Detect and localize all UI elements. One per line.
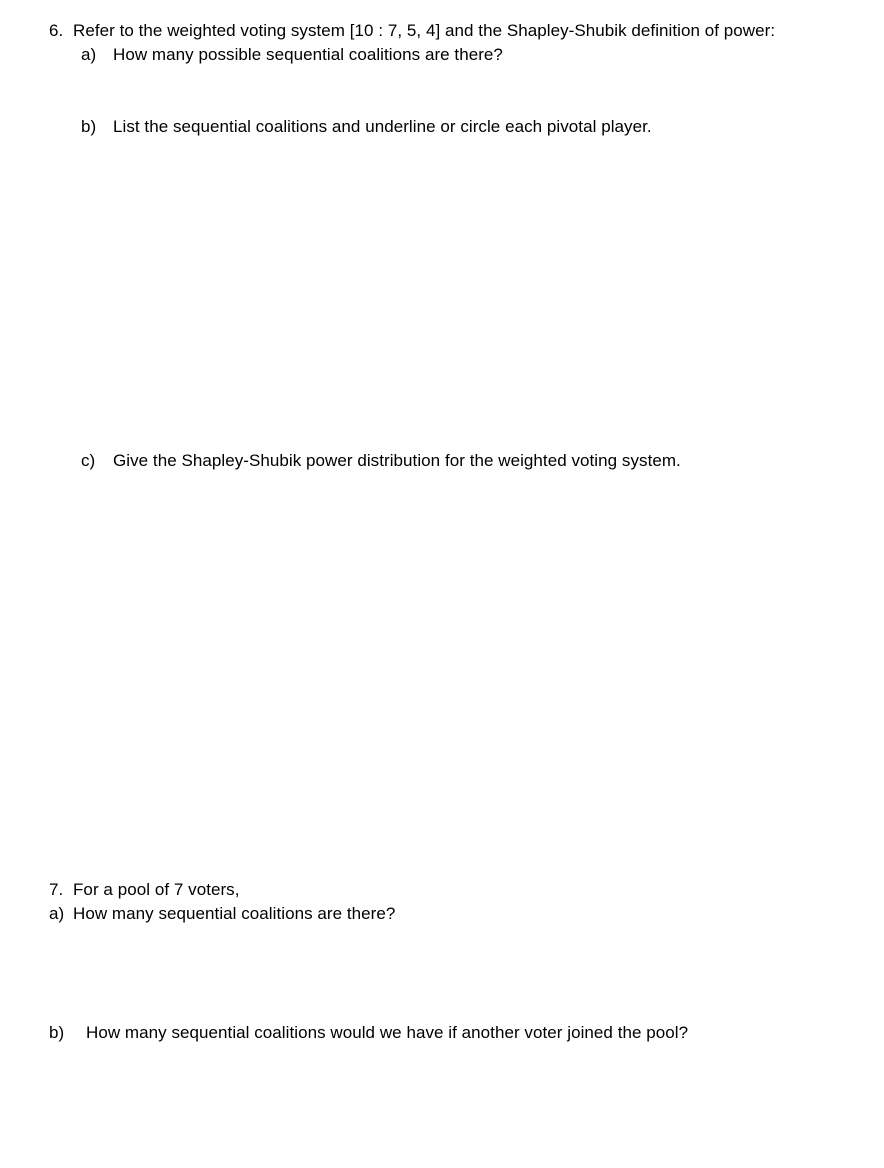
question-6-text: Refer to the weighted voting system [10 : 7, 5, 4] and the Shapley-Shubik definition of power:: [73, 21, 776, 40]
question-6b-text: List the sequential coalitions and underline or circle each pivotal player.: [113, 117, 652, 136]
question-6b: [81, 116, 652, 138]
question-7b-text: How many sequential coalitions would we have if another voter joined the pool?: [86, 1023, 689, 1042]
question-7a-label: a): [49, 904, 65, 923]
question-7-number: 7.: [49, 880, 64, 899]
question-6-prompt: [49, 20, 775, 42]
question-7b: [49, 1022, 688, 1044]
question-6a-text: How many possible sequential coalitions are there?: [113, 45, 503, 64]
question-6a-label: a): [81, 45, 97, 64]
question-6a: [81, 44, 503, 66]
question-7-prompt: [49, 879, 240, 901]
question-7b-label: b): [49, 1023, 65, 1042]
question-6-number: 6.: [49, 21, 64, 40]
question-7-text: For a pool of 7 voters,: [73, 880, 240, 899]
question-7a: [49, 903, 395, 925]
question-6c-label: c): [81, 451, 96, 470]
question-7a-text: How many sequential coalitions are there?: [73, 904, 396, 923]
question-6b-label: b): [81, 117, 97, 136]
question-6c-text: Give the Shapley-Shubik power distribution for the weighted voting system.: [113, 451, 681, 470]
question-6c: [81, 450, 681, 472]
